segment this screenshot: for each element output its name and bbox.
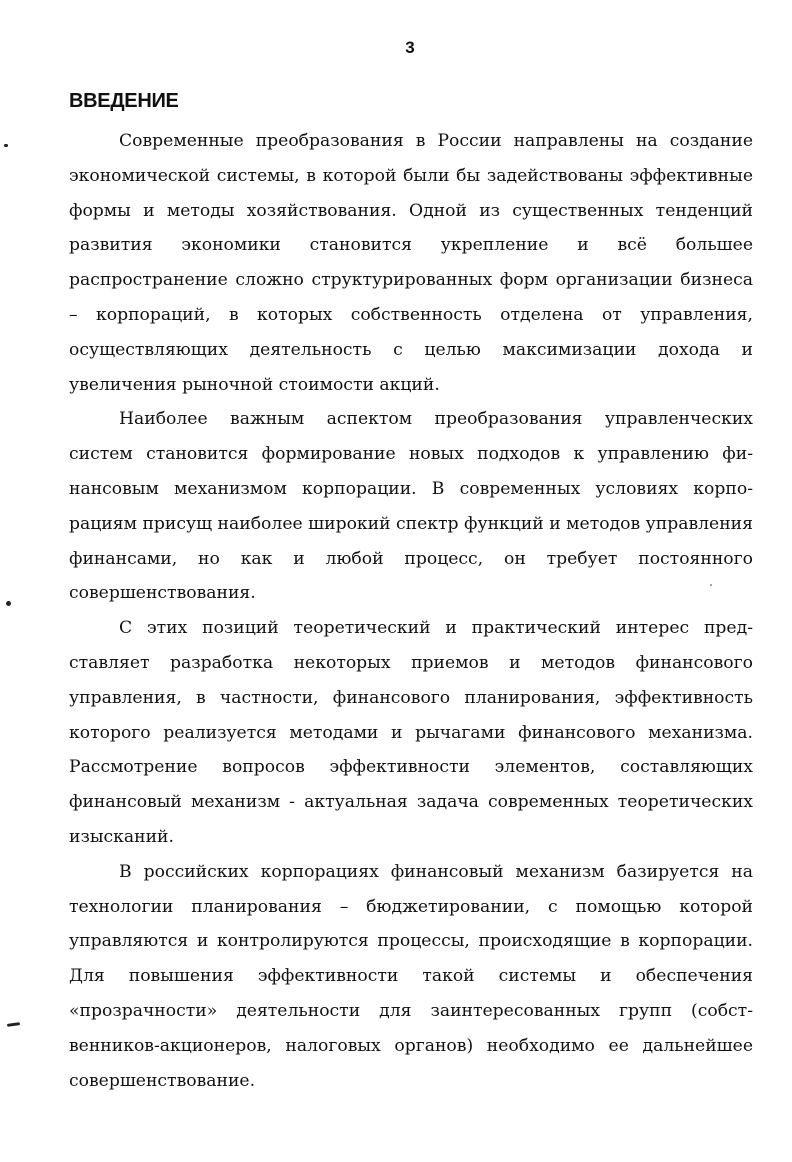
scan-artifact [4,144,8,147]
paragraph-2: Наиболее важным аспектом преобразования управленческих систем становится формирование новых подходов к управлению финансовым механизмом корпорации. В современных условиях корпорациям присущ наиболее широкий спектр функций и методов управления финансами, но как и любой процесс, он требует постоянного совершенствования. [69,409,753,604]
page-number: 3 [405,38,415,57]
paragraph-4: В российских корпорациях финансовый механизм базируется на технологии планирования – бюджетировании, с помощью которой управляются и контролируются процессы, происходящие в корпорации. Для повышения эффективности такой системы и обеспечения «прозрачности» деятельности для заинтересованных групп (собственников-акционеров, налоговых органов) необходимо ее дальнейшее совершенствование. [69,861,753,1091]
paragraph-1: Современные преобразования в России направлены на создание экономической системы, в которой были бы задействованы эффективные формы и методы хозяйствования. Одной из существенных тенденций развития экономики становится укрепление и всё большее распространение сложно структурированных форм организации бизнеса – корпораций, в которых собственность отделена от управления, осуществляющих деятельность с целью максимизации дохода и увеличения рыночной стоимости акций. [69,131,753,395]
scan-artifact [7,1022,20,1027]
paragraph-3: С этих позиций теоретический и практический интерес представляет разработка некоторых приемов и методов финансового управления, в частности, финансового планирования, эффективность которого реализуется методами и рычагами финансового механизма. Рассмотрение вопросов эффективности элементов, составляющих финансовый механизм - актуальная задача современных теоретических изысканий. [69,618,753,847]
scan-artifact [6,601,11,606]
section-heading: ВВЕДЕНИЕ [69,90,179,112]
body-text [69,124,753,1098]
scan-artifact [710,584,712,586]
